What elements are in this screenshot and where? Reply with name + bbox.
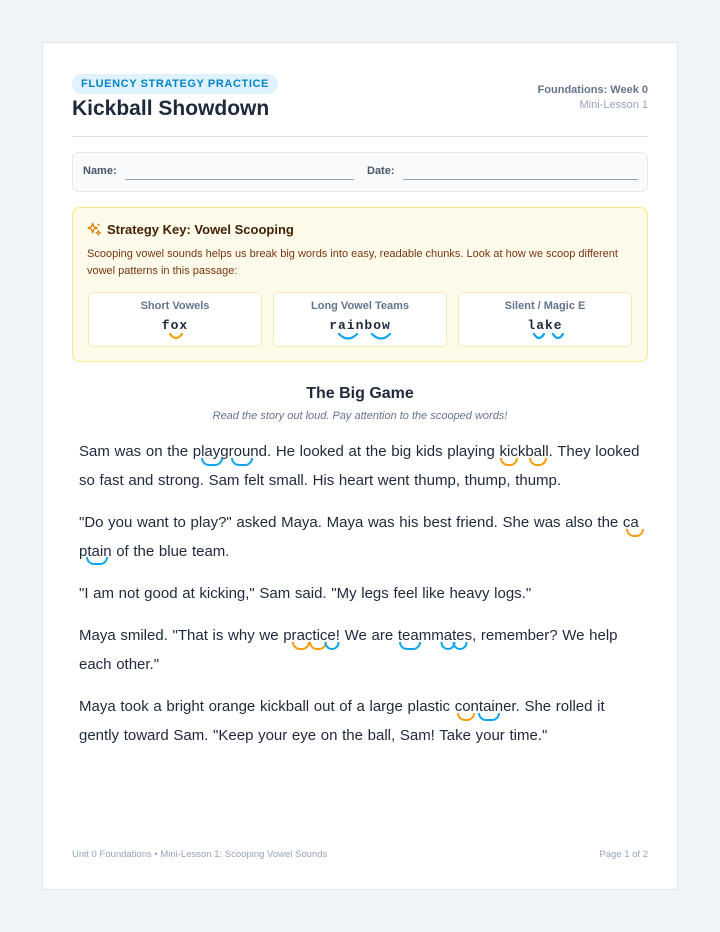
- text-run: . She rolled it gently toward Sam. "Keep your eye on the ball, Sam! Take your time.": [79, 698, 605, 744]
- footer-lesson-info: Unit 0 Foundations • Mini-Lesson 1: Scooping Vowel Sounds: [72, 849, 328, 860]
- name-label: Name:: [83, 165, 117, 177]
- long-vowel-scoop-icon: [370, 333, 392, 341]
- name-field[interactable]: [125, 179, 354, 180]
- text-run: . He looked at the big kids playing: [266, 443, 500, 460]
- text-run: . They looked so fast and strong. Sam felt small. His heart went thump, thump, thump.: [79, 443, 640, 489]
- date-field[interactable]: [403, 179, 638, 180]
- scooped-word: kickball: [499, 443, 548, 460]
- story-paragraph: "I am not good at kicking," Sam said. "My legs feel like heavy logs.": [79, 585, 532, 602]
- long-vowel-scoop-icon: [337, 333, 359, 341]
- text-run: "Do you want to play?" asked Maya. Maya was his best friend. She was also the: [79, 514, 623, 531]
- page-title: Kickball Showdown: [72, 97, 270, 120]
- card-silent-magic-e: [458, 292, 632, 347]
- strategy-key-header: [87, 222, 294, 237]
- text-run: , remember? We help each other.": [79, 627, 618, 673]
- story-paragraph: [79, 509, 649, 566]
- scooped-word: captain: [79, 514, 639, 560]
- page-number: Page 1 of 2: [599, 849, 648, 860]
- card-label: Short Vowels: [140, 300, 210, 312]
- example-word: lake: [527, 318, 563, 333]
- example-word: fox: [161, 318, 189, 333]
- text-run: Maya smiled. "That is why we: [79, 627, 284, 644]
- lesson-meta: [538, 84, 648, 111]
- header-divider: [72, 136, 648, 137]
- scooped-word: teammates: [398, 627, 472, 644]
- story-paragraph: [79, 693, 649, 750]
- vowel-pattern-cards: [88, 292, 632, 347]
- card-short-vowels: [88, 292, 262, 347]
- text-run: ! We are: [335, 627, 398, 644]
- date-label: Date:: [367, 165, 395, 177]
- example-word: rainbow: [329, 318, 391, 333]
- text-run: Maya took a bright orange kickball out of a large plastic: [79, 698, 455, 715]
- lesson-label: Mini-Lesson 1: [579, 99, 648, 111]
- card-label: Silent / Magic E: [504, 300, 586, 312]
- scooped-word: practice: [283, 627, 336, 644]
- story-paragraph: [79, 438, 649, 495]
- week-label: Foundations: Week 0: [537, 84, 648, 96]
- story-title: The Big Game: [306, 385, 414, 402]
- sparkle-icon: [87, 222, 102, 237]
- story-instructions: Read the story out loud. Pay attention to the scooped words!: [212, 410, 508, 422]
- card-label: Long Vowel Teams: [311, 300, 409, 312]
- short-vowel-scoop-icon: [168, 333, 184, 341]
- strategy-key-box: [72, 207, 648, 362]
- scooped-word: playground: [193, 443, 267, 460]
- long-vowel-scoop-icon: [551, 333, 565, 341]
- long-vowel-scoop-icon: [532, 333, 546, 341]
- text-run: of the blue team.: [111, 542, 230, 560]
- scooped-word: container: [455, 698, 516, 715]
- strategy-key-description: Scooping vowel sounds helps us break big words into easy, readable chunks. Look at how we scoop different vowel patterns in this passage:: [87, 248, 618, 277]
- name-date-box: [72, 152, 648, 192]
- story-paragraph: [79, 622, 649, 679]
- strategy-badge: FLUENCY STRATEGY PRACTICE: [72, 74, 278, 94]
- worksheet-page: [42, 42, 678, 890]
- text-run: Sam was on the: [79, 443, 193, 460]
- strategy-key-title: Strategy Key: Vowel Scooping: [107, 222, 294, 237]
- card-long-vowel-teams: [273, 292, 447, 347]
